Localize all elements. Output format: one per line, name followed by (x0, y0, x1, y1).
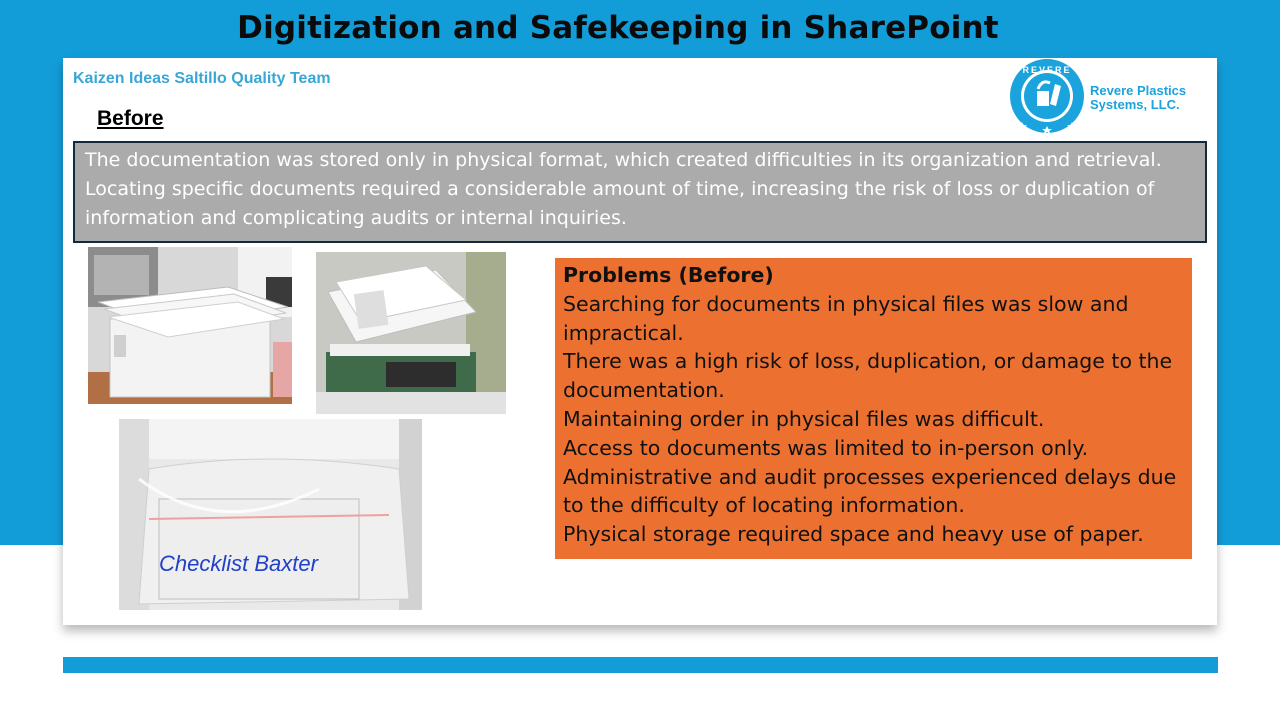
list-item: Administrative and audit processes experienced delays due to the difficulty of locating information. (563, 464, 1177, 518)
problems-heading: Problems (Before) (563, 263, 774, 287)
slide-title: Digitization and Safekeeping in SharePoint (237, 10, 999, 46)
list-item: Maintaining order in physical files was difficult. (563, 406, 1045, 431)
photo-checklist-box (119, 419, 422, 610)
section-label: Before (97, 107, 164, 130)
list-item: Physical storage required space and heavy use of paper. (563, 522, 1144, 547)
before-description: The documentation was stored only in physical format, which created difficulties in its organization and retrieval. Locating specific documents required a considerable amount of time, increasing the risk of loss or duplication of information and complicating audits or internal inquiries. (73, 141, 1207, 243)
logo-company-name: Revere Plastics Systems, LLC. (1090, 83, 1187, 112)
photo-binder-papers (88, 247, 292, 404)
list-item: There was a high risk of loss, duplication, or damage to the documentation. (563, 349, 1173, 403)
team-name: Kaizen Ideas Saltillo Quality Team (73, 70, 331, 87)
revere-seal-icon (1008, 58, 1088, 136)
logo-ring-text: REVERE (1022, 65, 1072, 75)
bottom-accent-bar (63, 657, 1218, 673)
list-item: Searching for documents in physical files was slow and impractical. (563, 291, 1129, 345)
box-handwritten-label: Checklist Baxter (159, 551, 318, 576)
problems-box (555, 258, 1192, 559)
company-logo (1008, 58, 1208, 136)
problems-list (563, 290, 1184, 549)
list-item: Access to documents was limited to in-person only. (563, 435, 1089, 460)
content-card (63, 58, 1217, 625)
photo-stacked-folders (316, 252, 506, 414)
